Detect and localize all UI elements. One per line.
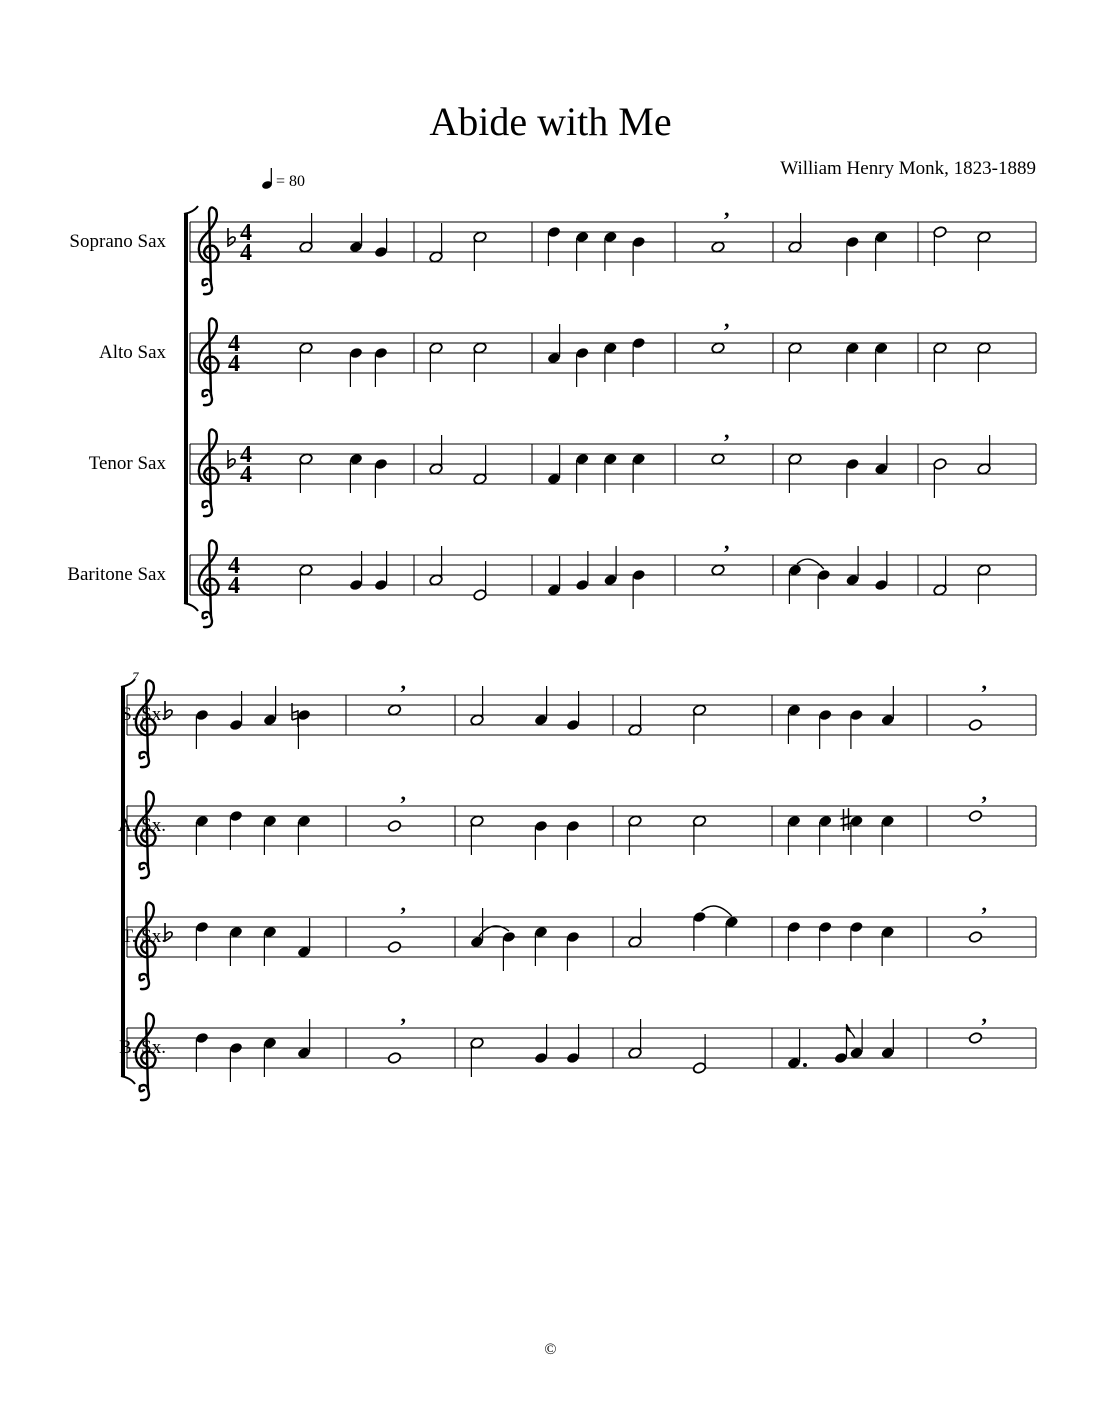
- note: [387, 891, 406, 953]
- note: [566, 931, 580, 971]
- staff-tsx: [121, 891, 1036, 989]
- note: [881, 815, 895, 855]
- augmentation-dot: [803, 1063, 807, 1067]
- staff-bsx: [119, 1002, 1036, 1100]
- note: [845, 458, 859, 498]
- note: [547, 445, 561, 485]
- note: [263, 815, 277, 855]
- note: [841, 808, 864, 855]
- note-head: [968, 719, 982, 732]
- breath-mark: ,: [724, 418, 730, 443]
- note: [692, 704, 706, 744]
- treble-clef-icon: [199, 318, 219, 405]
- note: [788, 564, 802, 604]
- sharp-sign-icon: [841, 808, 852, 831]
- note: [473, 231, 487, 271]
- note: [195, 815, 209, 855]
- note: [603, 231, 617, 271]
- staff-bsx: [67, 529, 1036, 627]
- breath-mark: ,: [981, 780, 987, 805]
- measure-number: 7: [132, 669, 139, 684]
- note: [788, 453, 802, 493]
- note: [534, 686, 548, 726]
- flat-sign-icon: [165, 701, 172, 719]
- slur: [479, 926, 509, 936]
- staff-ssx: [121, 669, 1036, 767]
- breath-mark: ,: [400, 1002, 406, 1027]
- note: [787, 815, 801, 855]
- note: [566, 820, 580, 860]
- note: [575, 453, 589, 493]
- note: [387, 669, 406, 716]
- note: [977, 435, 991, 475]
- staff-tsx: [89, 418, 1036, 516]
- note: [702, 906, 739, 956]
- note: [874, 342, 888, 382]
- staff-label: Tenor Sax: [88, 453, 166, 474]
- note: [470, 815, 484, 855]
- staff-label: B. Sx.: [119, 1037, 166, 1058]
- note: [849, 1019, 863, 1059]
- note: [479, 926, 516, 971]
- note: [711, 307, 730, 354]
- note: [470, 686, 484, 726]
- note: [263, 1037, 277, 1077]
- note: [547, 556, 561, 596]
- tempo-value: = 80: [276, 173, 306, 190]
- note: [711, 529, 730, 576]
- note: [473, 445, 487, 485]
- note: [603, 546, 617, 586]
- note: [263, 686, 277, 726]
- note: [349, 213, 363, 253]
- staff-label: A. Sx.: [117, 815, 166, 836]
- note-head: [387, 820, 401, 833]
- note: [349, 347, 363, 387]
- time-signature-denominator: 4: [240, 240, 252, 266]
- note: [788, 213, 802, 253]
- note: [881, 686, 895, 726]
- note: [933, 226, 947, 266]
- note: [229, 1042, 243, 1082]
- note: [292, 703, 311, 749]
- note: [374, 458, 388, 498]
- note: [299, 342, 313, 382]
- note: [818, 709, 832, 749]
- time-signature-numerator: 4: [228, 553, 240, 579]
- note: [470, 908, 484, 948]
- note: [818, 815, 832, 855]
- note: [628, 696, 642, 736]
- note: [429, 223, 443, 263]
- note-head: [711, 241, 725, 254]
- time-signature-numerator: 4: [240, 442, 252, 468]
- staff-label: Baritone Sax: [67, 564, 166, 585]
- note: [603, 342, 617, 382]
- note-head: [968, 1032, 982, 1045]
- note: [297, 1019, 311, 1059]
- note: [534, 820, 548, 860]
- note: [429, 435, 443, 475]
- note: [297, 918, 311, 958]
- note: [195, 921, 209, 961]
- breath-mark: ,: [400, 891, 406, 916]
- note: [632, 569, 646, 609]
- flat-sign-icon: [228, 228, 235, 246]
- flat-sign-icon: [165, 923, 172, 941]
- note: [818, 921, 832, 961]
- note: [628, 815, 642, 855]
- note: [692, 815, 706, 855]
- staff-label: S. Sx.: [121, 704, 166, 725]
- note: [632, 236, 646, 276]
- note: [933, 458, 947, 498]
- breath-mark: ,: [724, 529, 730, 554]
- note: [374, 551, 388, 591]
- note: [968, 669, 987, 731]
- note: [849, 709, 863, 749]
- time-signature-numerator: 4: [228, 331, 240, 357]
- note: [566, 691, 580, 731]
- score-title: Abide with Me: [429, 99, 672, 144]
- staff-asx: [99, 307, 1036, 405]
- note: [692, 911, 706, 951]
- note: [195, 1032, 209, 1072]
- note: [711, 418, 730, 465]
- note: [933, 342, 947, 382]
- note: [429, 342, 443, 382]
- note: [881, 926, 895, 966]
- time-signature-denominator: 4: [228, 351, 240, 377]
- note: [263, 926, 277, 966]
- note: [229, 691, 243, 731]
- breath-mark: ,: [400, 780, 406, 805]
- staff-ssx: [69, 196, 1036, 294]
- composer-credit: William Henry Monk, 1823-1889: [780, 158, 1036, 179]
- note: [299, 564, 313, 604]
- staff-label: T. Sx.: [121, 926, 166, 947]
- note: [349, 551, 363, 591]
- note: [297, 815, 311, 855]
- note-head: [968, 931, 982, 944]
- breath-mark: ,: [981, 1002, 987, 1027]
- note: [547, 324, 561, 364]
- note-head: [711, 453, 725, 466]
- note: [881, 1019, 895, 1059]
- note: [632, 337, 646, 377]
- time-signature-denominator: 4: [228, 573, 240, 599]
- note: [603, 453, 617, 493]
- slur: [702, 906, 732, 916]
- note: [299, 213, 313, 253]
- treble-clef-icon: [199, 207, 219, 294]
- note: [788, 342, 802, 382]
- note: [787, 921, 801, 961]
- copyright-mark: ©: [544, 1341, 557, 1358]
- note: [787, 1029, 807, 1069]
- breath-mark: ,: [981, 669, 987, 694]
- staff-label: Soprano Sax: [69, 231, 166, 252]
- note: [711, 196, 730, 253]
- time-signature-numerator: 4: [240, 220, 252, 246]
- note-head: [387, 1052, 401, 1065]
- note: [874, 231, 888, 271]
- note: [874, 551, 888, 591]
- note-head: [387, 941, 401, 954]
- note: [977, 342, 991, 382]
- note: [195, 709, 209, 749]
- note: [534, 926, 548, 966]
- time-signature-denominator: 4: [240, 462, 252, 488]
- treble-clef-icon: [199, 540, 219, 627]
- note: [473, 342, 487, 382]
- staff-label: Alto Sax: [98, 342, 166, 363]
- treble-clef-icon: [199, 429, 219, 516]
- note: [845, 342, 859, 382]
- note: [374, 347, 388, 387]
- note-head: [968, 810, 982, 823]
- breath-mark: ,: [724, 307, 730, 332]
- note: [977, 564, 991, 604]
- note: [797, 559, 831, 609]
- slur: [797, 559, 824, 569]
- note: [628, 908, 642, 948]
- note: [977, 231, 991, 271]
- note-head: [711, 342, 725, 355]
- note: [374, 218, 388, 258]
- note: [229, 926, 243, 966]
- note: [299, 453, 313, 493]
- note: [470, 1037, 484, 1077]
- note-head: [711, 564, 725, 577]
- note-head: [387, 704, 401, 717]
- note: [632, 453, 646, 493]
- note: [429, 546, 443, 586]
- note: [547, 226, 561, 266]
- note: [692, 1034, 706, 1074]
- note: [575, 347, 589, 387]
- note: [229, 810, 243, 850]
- note: [874, 435, 888, 475]
- note: [575, 551, 589, 591]
- note: [933, 556, 947, 596]
- note: [387, 1002, 406, 1064]
- breath-mark: ,: [400, 669, 406, 694]
- staff-system-1: [67, 196, 1036, 627]
- note: [845, 546, 859, 586]
- note: [575, 231, 589, 271]
- note: [849, 921, 863, 961]
- note: [349, 453, 363, 493]
- note-flag: [846, 1024, 854, 1038]
- note: [534, 1024, 548, 1064]
- note: [628, 1019, 642, 1059]
- breath-mark: ,: [981, 891, 987, 916]
- note: [787, 704, 801, 744]
- note: [566, 1024, 580, 1064]
- staff-system-2: [118, 669, 1036, 1100]
- note: [473, 561, 487, 601]
- note: [845, 236, 859, 276]
- flat-sign-icon: [228, 450, 235, 468]
- breath-mark: ,: [724, 196, 730, 221]
- staff-asx: [118, 780, 1036, 878]
